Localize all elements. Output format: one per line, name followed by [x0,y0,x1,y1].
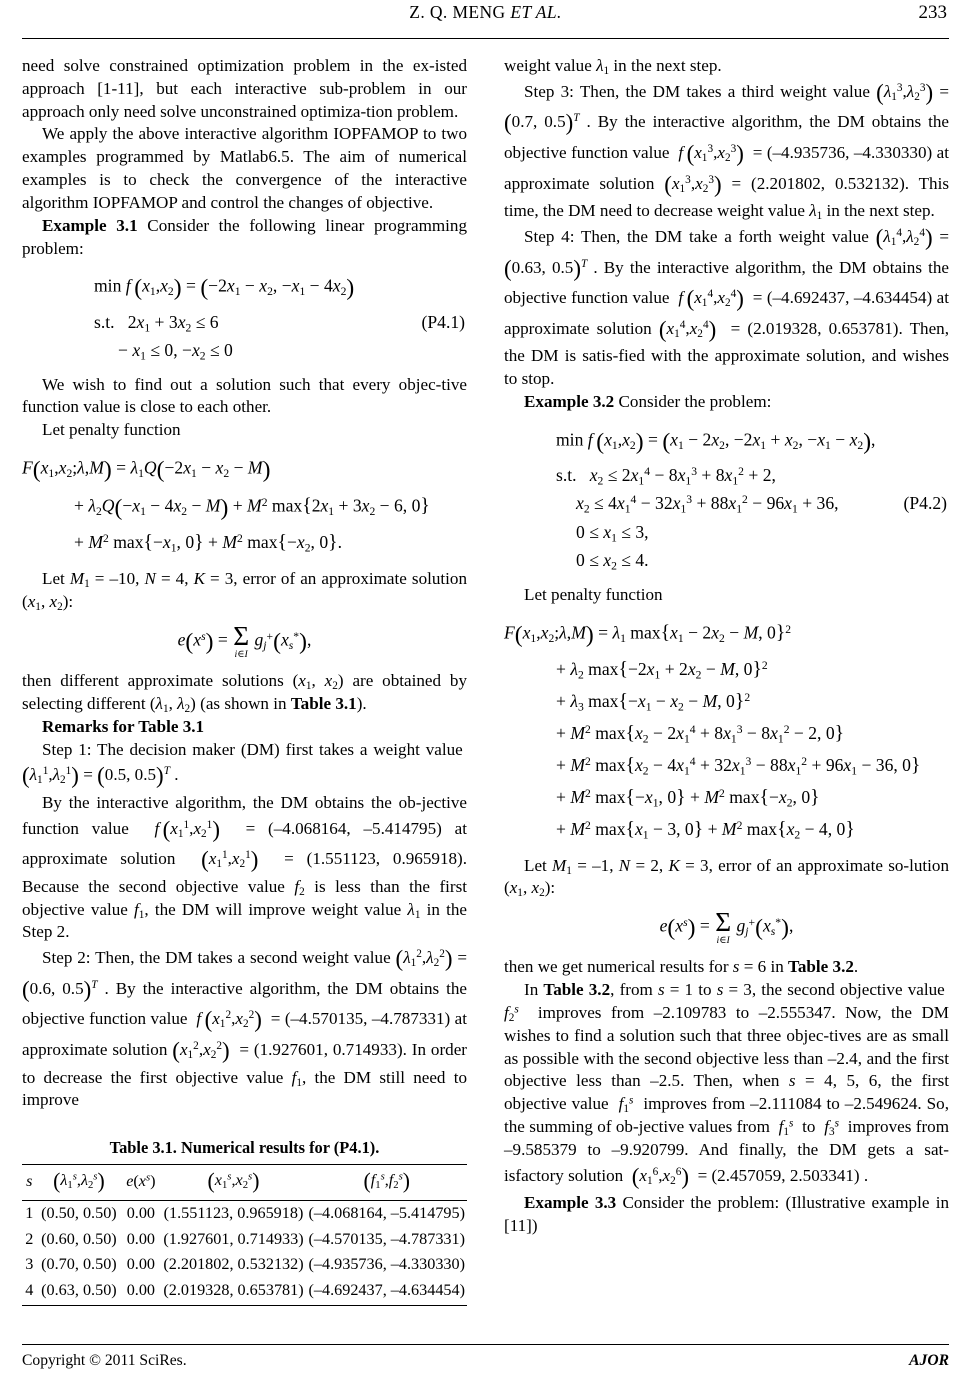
step-3-paragraph: Step 3: Then, the DM takes a third weight value $(\lambda_1^3,\lambda_2^3) = (0.7$, 0.5)$^T$ . By the interactive algorithm, the DM obtains the objective function value f $(x_1^3,x_2^3) = (-4.935736$, –4.330330) at approximate solution $(x_1^3,x_2^3) = (2.201802$, 0.532132). This time, the DM need to decrease weight value $\lambda_1$ in the next step. [504,79,950,223]
equation-error-3-1: $e(x^s)$ = Σ i∈I $g_j^+(x_s^*)$, [177,620,312,660]
left-column [22,55,467,1306]
remarks-heading: Remarks for Table 3.1 [42,716,205,736]
cell-error: 0.00 [126,1204,156,1223]
table-3-1-caption: Table 3.1. Numerical results for (P4.1). [109,1138,380,1158]
two-column-body [22,55,949,1306]
example-3-3-intro [504,1192,949,1238]
table-row [22,1277,467,1305]
equation-penalty-3-2-line-2: + $\lambda_2$ $\max\{-2x_1 + 2x_2 - M$, 0}$^2$ [556,657,768,682]
equation-p4-1 [22,269,467,364]
paragraph-let-penalty-2: Let penalty function [524,584,663,604]
equation-p4-2-line-4: $0 \le x_1 \le 3$, [576,521,649,545]
table-header-error: $e(x^s)$ [121,1165,160,1201]
step-1-results-paragraph: By the interactive algorithm, the DM obtains the ob-jective function value f $(x_1^1,x_2^1) = (-4.068164$, –5.414795) at approximate solution $(x_1^1,x_2^1) = (1.551123$, 0.965918). Because the second objective value $f_2$ is less than the first objective value $f_1$, the DM will improve weight value $\lambda_1$ in the Step 2. [22,792,468,942]
step-1-paragraph: Step 1: The decision maker (DM) first takes a weight value $(\lambda_1^1,\lambda_2^1) = (0.5$, 0.5)$^T$ . [22,739,467,789]
cell-x: (2.019328, 0.653781) [160,1277,306,1305]
equation-p4-1-line-2: s.t. $2x_1 + 3x_2 \le 6$ (P4.1) [22,308,467,337]
equation-p4-1-line-3: − $x_1 \le 0$, $-x_2 \le 0$ [118,340,233,363]
cell-lambda: (0.70, 0.50) [41,1255,117,1274]
table-header-f: $(f_1^s,f_2^s)$ [307,1165,467,1201]
summation-symbol: Σ i∈I [233,620,250,660]
example-3-1-label: Example 3.1 [42,215,138,235]
paragraph-wish-solution: We wish to find out a solution such that every objec-tive function value is close to each other. [22,374,467,417]
page-number: 233 [918,2,947,23]
equation-penalty-3-1-line-1: $F(x_1,x_2;\lambda,M) = \lambda_1Q(-2x_1 - x_2 - M)$ [22,456,271,483]
equation-penalty-3-2-line-3: + $\lambda_3$ $\max\{-x_1 - x_2 - M$, 0}$^2$ [556,689,751,714]
example-3-2-label: Example 3.2 [524,391,615,411]
paragraph-let-parameters: Let $M_1 = -10$, N = 4, K = 3, error of an approximate solution ($x_1$, $x_2$): [22,569,468,614]
table-3-1 [22,1164,467,1305]
paragraph-let-parameters-2: Let $M_1 = -1$, N = 2, K = 3, error of an approximate so-lution ($x_1$, $x_2$): [504,855,950,900]
table-body [22,1201,467,1305]
footer-journal: AJOR [909,1352,949,1369]
equation-penalty-3-2-line-7: + $M^2$ $\max\{x_1 - 3$, $0\} + M^2$ $\max\{x_2 - 4$, 0} [556,817,855,841]
cell-lambda: (0.63, 0.50) [37,1277,122,1305]
table-row [22,1227,467,1252]
paragraph-let-penalty: Let penalty function [42,420,181,440]
equation-penalty-3-2-line-1: $F(x_1,x_2;\lambda,M) = \lambda_1$ $\max\{x_1 - 2x_2 - M$, 0}$^2$ [504,621,792,648]
cell-f: (–4.692437, –4.634454) [307,1277,467,1305]
cell-x: (1.551123, 0.965918) [163,1204,304,1223]
equation-penalty-3-2 [504,616,949,846]
equation-error-3-2: $e(x^s)$ = Σ i∈I $g_j^+(x_s^*)$, [659,906,794,946]
paragraph-apply-algorithm: We apply the above interactive algorithm IOPFAMOP to two examples programmed by Matlab6.5. The aim of numerical examples is to check the convergence of the interactive algorithm IOPFAMOP and control the changes of objective. [22,124,467,212]
equation-penalty-3-1-line-3: + $M^2$ $\max\{-x_1$, $0\} + M^2$ $\max\{-x_2$, 0}. [74,531,342,555]
equation-tag-p4-2: (P4.2) [903,493,947,514]
equation-p4-2 [504,423,949,575]
example-3-2-intro [504,391,949,414]
cell-s: 1 [25,1204,34,1223]
table-row [22,1201,467,1227]
running-head [22,0,949,39]
cell-s: 2 [25,1229,34,1248]
example-3-3-label: Example 3.3 [524,1193,617,1213]
example-3-3-text: Consider the problem: (Illustrative example in [11]) [504,1193,949,1236]
cell-lambda: (0.50, 0.50) [41,1204,117,1223]
equation-p4-2-line-1: min f $(x_1,x_2) = (x_1 - 2x_2$, $-2x_1 + x_2$, $-x_1 - x_2$), [556,428,876,455]
equation-p4-2-line-3: $x_2 \le 4x_1^4 - 32x_1^3 + 88x_1^2 - 96x_1 + 36$, (P4.2) [504,489,949,518]
paragraph-continuation: need solve constrained optimization problem in the ex-isted approach [1-11], but each interactive sub-problem in our approach only need solve unconstrained optimiza-tion problem. [22,56,467,121]
equation-tag-p4-1: (P4.1) [421,311,465,332]
equation-penalty-3-2-line-5: + $M^2$ $\max\{x_2 - 4x_1^4 + 32x_1^3 - 88x_1^2 + 96x_1 - 36$, 0} [556,753,921,777]
running-head-title [22,2,949,23]
equation-penalty-3-2-line-6: + $M^2$ $\max\{-x_1$, $0\} + M^2$ $\max\{-x_2$, 0} [556,785,820,809]
equation-p4-1-line-1: min f $(x_1,x_2) = (-2x_1 - x_2$, $-x_1 - 4x_2$) [94,275,355,302]
footer-copyright: Copyright © 2011 SciRes. [22,1352,187,1369]
table-header-x: $(x_1^s,x_2^s)$ [160,1165,306,1201]
cell-s: 3 [25,1255,34,1274]
page-footer [22,1344,949,1370]
running-head-etal: ET AL. [510,2,562,22]
step-2-paragraph: Step 2: Then, the DM takes a second weight value $(\lambda_1^2,\lambda_2^2) = (0.6$, 0.5)$^T$ . By the interactive algorithm, the DM obtains the objective function value f $(x_1^2,x_2^2) = (-4.570135$, –4.787331) at approximate solution $(x_1^2,x_2^2) = (1.927601$, 0.714933). In order to decrease the first objective value $f_1$, the DM still need to improve [22,946,468,1110]
cell-lambda: (0.60, 0.50) [41,1229,117,1248]
paragraph-numerical-results: then we get numerical results for s = 6 in Table 3.2. [504,957,859,977]
example-3-2-text: Consider the problem: [614,391,772,411]
cell-error: 0.00 [121,1277,160,1305]
paragraph-table-3-2-discussion: In Table 3.2, from s = 1 to s = 3, the second objective value $f_2^s$ improves from –2.109783 to –2.555347. Now, the DM wishes to find a solution such that three objec-tives are as small as possible with the second objective less than –2.4, and the first objective less than –2.5. Then, when s = 4, 5, 6, the first objective value $f_1^s$ improves from –2.111084 to –2.549624. So, the summing of ob-jective values from $f_1^s$ to $f_3^s$ improves from –9.585379 to –9.920799. And finally, the DM gets a sat-isfactory solution $(x_1^6,x_2^6) = (2.457059$, 2.503341) . [504,980,949,1189]
cell-s: 4 [22,1277,37,1305]
step-4-paragraph: Step 4: Then, the DM take a forth weight value $(\lambda_1^4,\lambda_2^4) = (0.63$, 0.5)$^T$ . By the interactive algorithm, the DM obtains the objective function value f $(x_1^4,x_2^4) = (-4.692437$, –4.634454) at approximate solution $(x_1^4,x_2^4) = (2.019328$, 0.653781). Then, the DM is satis-fied with the approximate solution, and wishes to stop. [504,224,950,389]
table-header-lambda: $(\lambda_1^s,\lambda_2^s)$ [37,1165,122,1201]
cell-x: (1.927601, 0.714933) [163,1229,304,1248]
cell-f: (–4.068164, –5.414795) [308,1204,465,1223]
running-head-authors: Z. Q. MENG [409,2,506,22]
cell-f: (–4.570135, –4.787331) [308,1229,465,1248]
equation-penalty-3-2-line-4: + $M^2$ $\max\{x_2 - 2x_1^4 + 8x_1^3 - 8x_1^2 - 2$, 0} [556,721,845,745]
paragraph-different-solutions: then different approximate solutions ($x_1$, $x_2$) are obtained by selecting different ($\lambda_1$, $\lambda_2$) (as shown in Table 3.1). [22,671,467,716]
equation-penalty-3-1 [22,451,467,559]
example-3-1-text: Consider the following linear programming problem: [22,215,468,258]
paragraph-weight-next-step: weight value $\lambda_1$ in the next step. [504,56,722,78]
table-header-row [22,1165,467,1201]
summation-symbol: Σ i∈I [715,906,732,946]
cell-error: 0.00 [126,1255,156,1274]
table-header-s: s [22,1165,37,1201]
equation-p4-2-line-2: s.t. $x_2 \le 2x_1^4 - 8x_1^3 + 8x_1^2 + 2$, [556,464,776,488]
cell-error: 0.00 [126,1229,156,1248]
cell-f: (–4.935736, –4.330330) [308,1255,465,1274]
example-3-1-intro [22,215,467,261]
equation-p4-2-line-5: $0 \le x_2 \le 4$. [576,550,649,573]
cell-x: (2.201802, 0.532132) [163,1255,304,1274]
table-row [22,1252,467,1277]
right-column [504,55,949,1306]
equation-penalty-3-1-line-2: + $\lambda_2Q(-x_1 - 4x_2 - M) + M^2$ $\max\{2x_1 + 3x_2 - 6$, 0} [74,494,430,522]
